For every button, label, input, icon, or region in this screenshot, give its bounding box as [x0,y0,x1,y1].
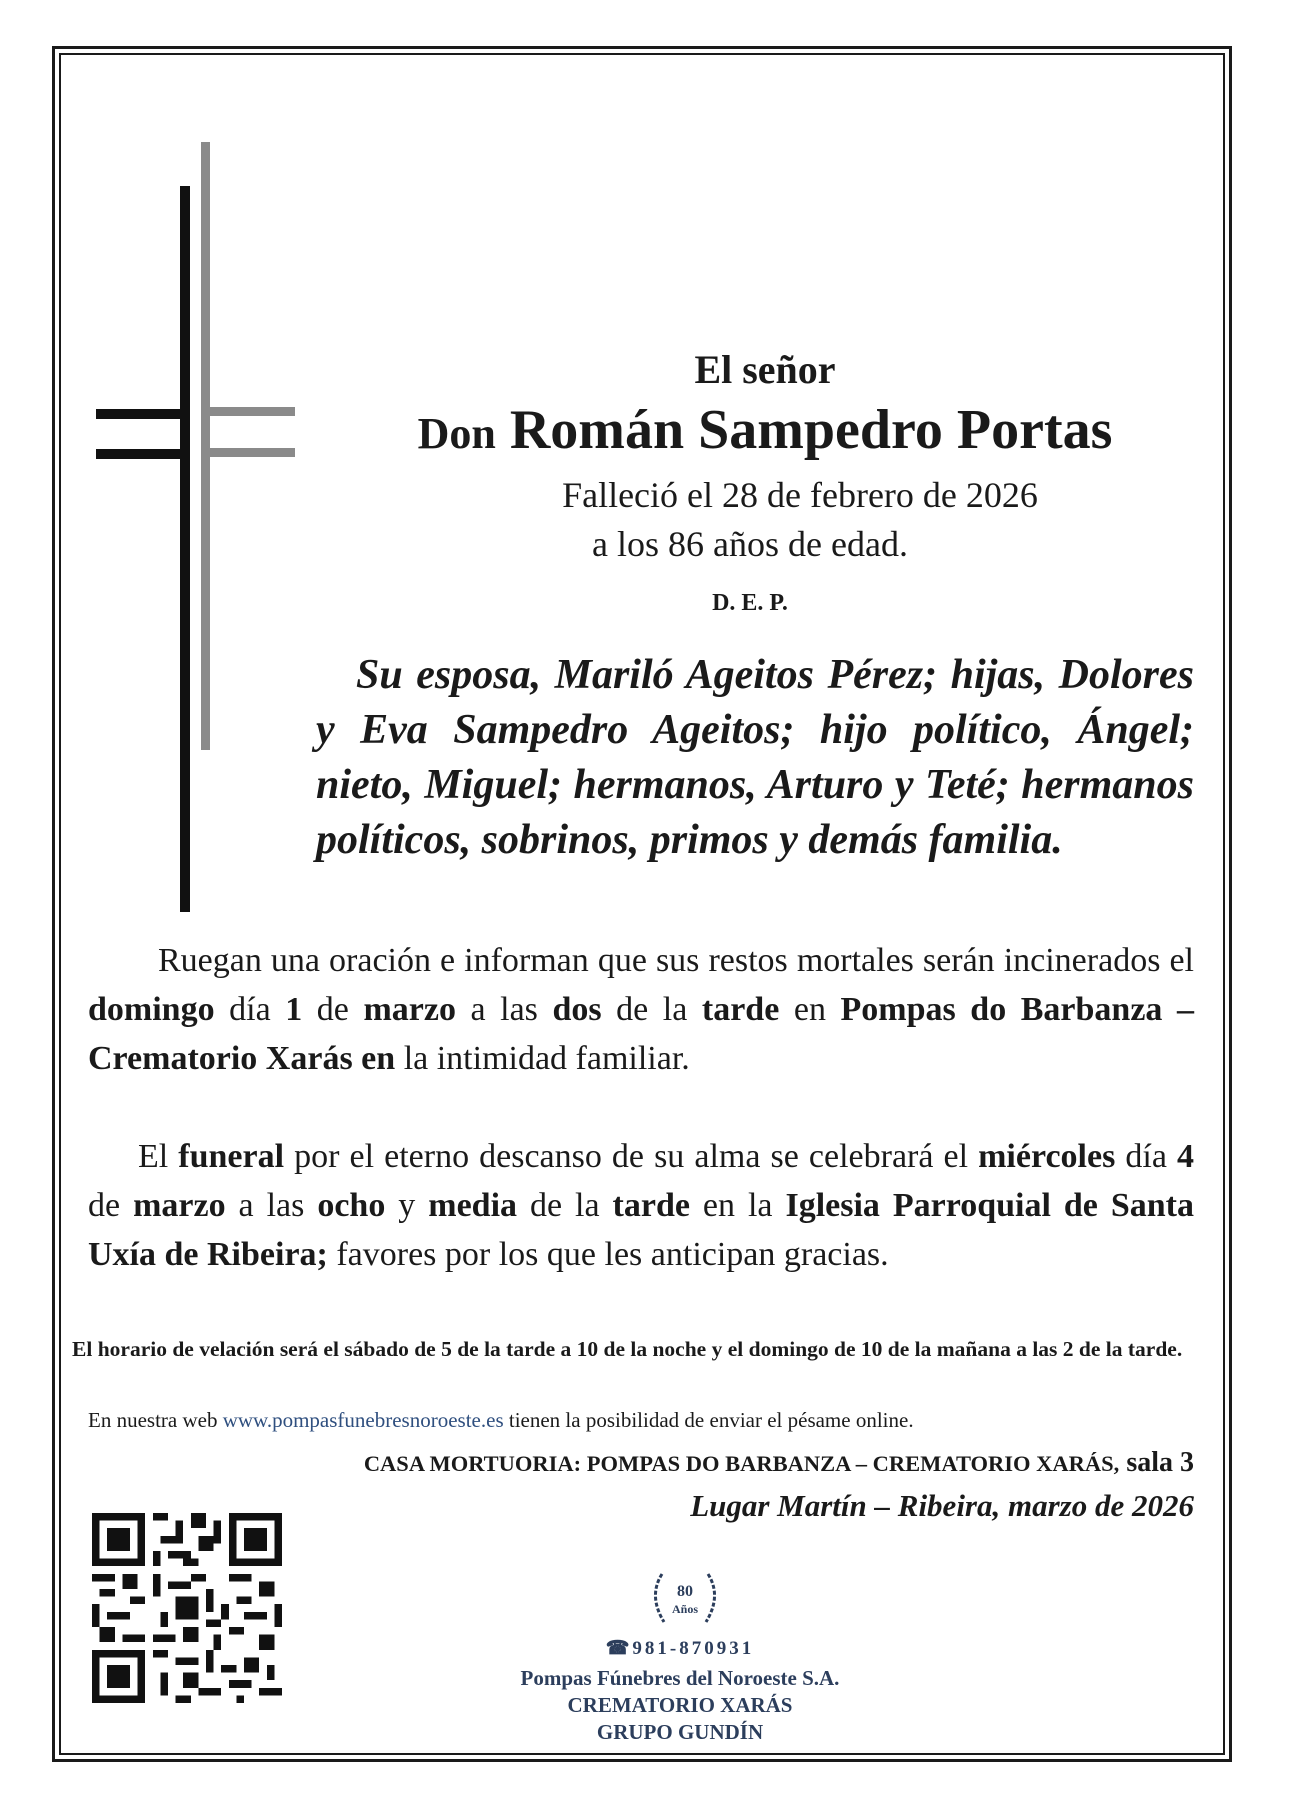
rip-label: D. E. P. [712,590,788,616]
cross-gray-bar-bottom [201,448,295,457]
wake-schedule: El horario de velación será el sábado de 5 de la tarde a 10 de la noche y el domingo de 10 de la mañana a las 2 de la tarde. [72,1337,1183,1361]
family-list: Su esposa, Mariló Ageitos Pérez; hijas, Dolores y Eva Sampedro Ageitos; hijo político, Ángel; nieto, Miguel; hermanos, Arturo y Teté; hermanos políticos, sobrinos, primos y demás familia. [316,652,1194,863]
qr-code-icon[interactable] [92,1513,282,1703]
company-block [440,1665,920,1746]
funeral-paragraph: El funeral por el eterno descanso de su alma se celebrará el miércoles día 4 de marzo a las ocho y media de la tarde en la Iglesia Parroquial de Santa Uxía de Ribeira; favores por los que les anticipan gracias. [88,1138,1194,1273]
honorific-title: El señor [694,347,836,392]
age-at-death: a los 86 años de edad. [592,524,908,564]
place-date: Lugar Martín – Ribeira, marzo de 2026 [690,1488,1194,1523]
anniversary-logo-icon [640,1566,730,1630]
cross-gray-vertical [201,142,210,750]
cross-black-bar-top [96,409,190,419]
cross-black-vertical [180,186,190,912]
name-prefix: Don [417,409,496,458]
logo-number: 80 [677,1583,693,1600]
phone-number[interactable]: ☎981-870931 [605,1638,755,1659]
cross-black-bar-bottom [96,449,190,459]
phone-icon: ☎ [605,1638,633,1659]
death-date: Falleció el 28 de febrero de 2026 [562,475,1038,515]
group-name: GRUPO GUNDÍN [596,1720,764,1744]
cross-gray-bar-top [201,407,295,416]
deceased-name [340,398,1190,462]
web-condolences: En nuestra web www.pompasfunebresnoroeste.es tienen la posibilidad de enviar el pésame online. [88,1408,914,1432]
room-number: sala 3 [1119,1447,1194,1478]
name-text: Román Sampedro Portas [509,399,1113,461]
cremation-paragraph: Ruegan una oración e informan que sus restos mortales serán incinerados el domingo día 1 de marzo a las dos de la tarde en Pompas do Barbanza – Crematorio Xarás en la intimidad familiar. [88,942,1194,1077]
company-name: Pompas Fúnebres del Noroeste S.A. [520,1666,840,1690]
funeral-home: CASA MORTUORIA: POMPAS DO BARBANZA – CREMATORIO XARÁS, sala 3 [363,1447,1194,1478]
logo-text: Años [671,1602,699,1616]
crematorio-name: CREMATORIO XARÁS [567,1693,793,1717]
website-link[interactable]: www.pompasfunebresnoroeste.es [222,1408,504,1432]
